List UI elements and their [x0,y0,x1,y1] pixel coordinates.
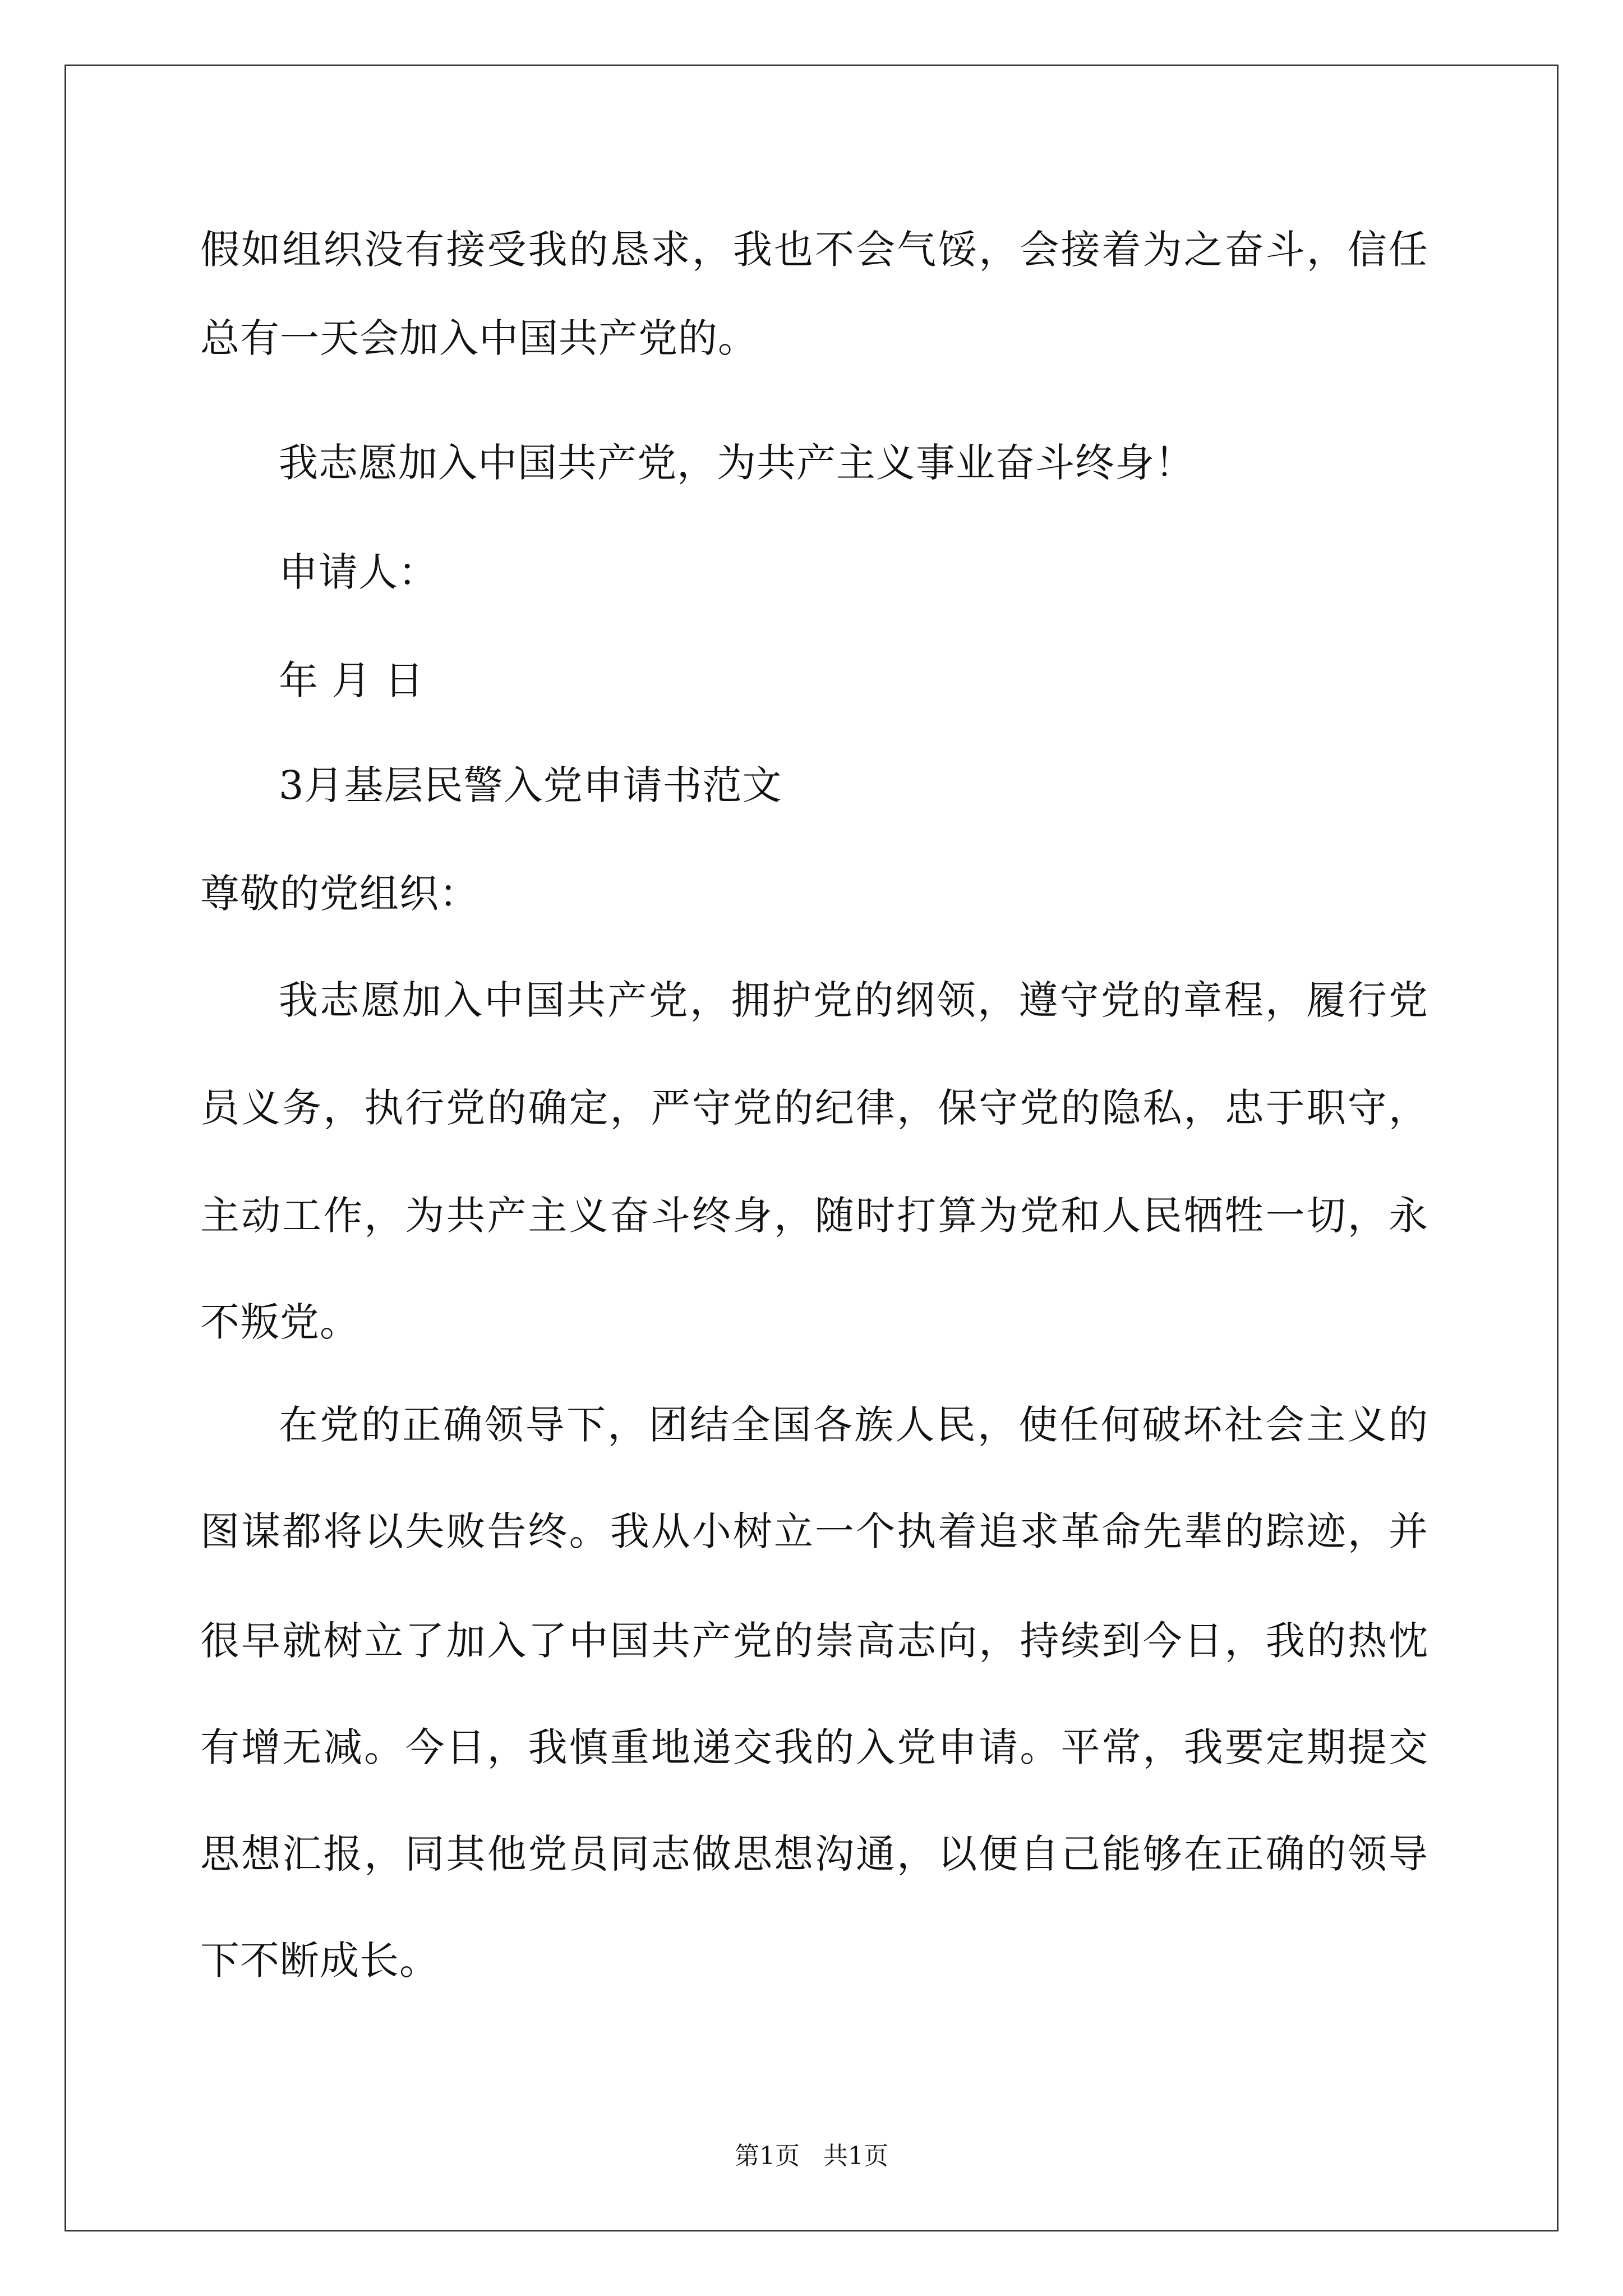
text-line: 我志愿加入中国共产党，为共产主义事业奋斗终身！ [279,440,1195,486]
text-line: 我志愿加入中国共产党，拥护党的纲领，遵守党的章程，履行党 [279,977,1428,1023]
text-line: 很早就树立了加入了中国共产党的崇高志向，持续到今日，我的热忱 [200,1618,1428,1664]
text-line: 在党的正确领导下，团结全国各族人民，使任何破坏社会主义的 [279,1402,1428,1448]
page-number: 第1页 共1页 [735,2142,888,2170]
section-title: 3月基层民警入党申请书范文 [279,762,782,808]
text-line: 总有一天会加入中国共产党的。 [200,315,758,361]
text-line: 下不断成长。 [200,1938,439,1984]
date-line: 年 月 日 [279,657,425,703]
text-line: 主动工作，为共产主义奋斗终身，随时打算为党和人民牺牲一切，永 [200,1193,1428,1239]
text-line: 不叛党。 [200,1299,359,1345]
applicant-label: 申请人： [279,549,438,595]
text-line: 图谋都将以失败告终。我从小树立一个执着追求革命先辈的踪迹，并 [200,1508,1428,1554]
text-line: 有增无减。今日，我慎重地递交我的入党申请。平常，我要定期提交 [200,1724,1428,1770]
text-line: 思想汇报，同其他党员同志做思想沟通，以便自己能够在正确的领导 [200,1831,1428,1877]
page-border [64,65,1559,2231]
salutation: 尊敬的党组织： [200,871,479,917]
text-line: 假如组织没有接受我的恳求，我也不会气馁，会接着为之奋斗，信任 [200,227,1428,273]
text-line: 员义务，执行党的确定，严守党的纪律，保守党的隐私，忠于职守， [200,1085,1428,1131]
